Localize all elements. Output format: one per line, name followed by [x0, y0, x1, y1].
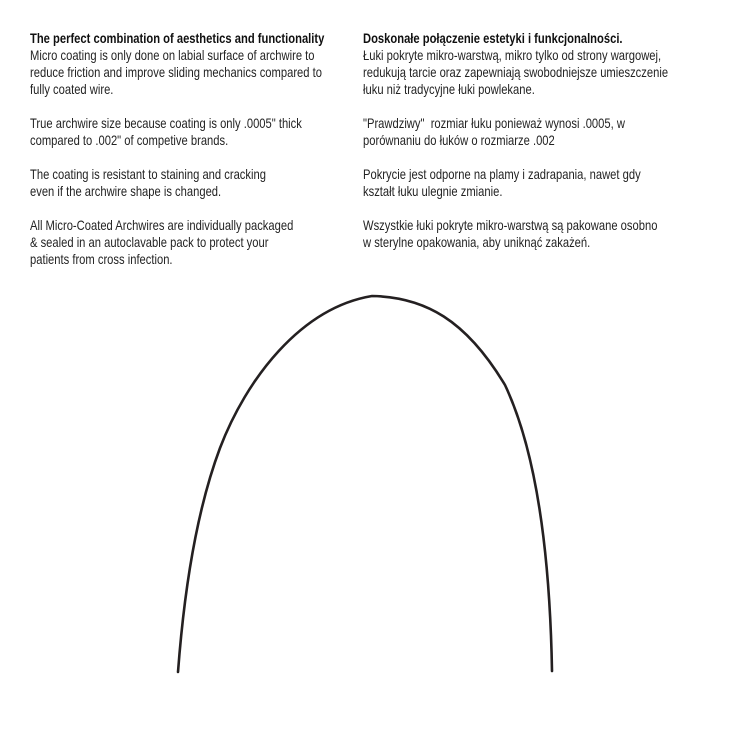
text-line: Wszystkie łuki pokryte mikro-warstwą są pakowane osobno	[363, 217, 658, 233]
text-line: porównaniu do łuków o rozmiarze .002	[363, 132, 555, 148]
text-line: True archwire size because coating is only .0005" thick	[30, 115, 302, 131]
paragraph-pokrycie-odporne	[363, 166, 668, 200]
text-line: Pokrycie jest odporne na plamy i zadrapania, nawet gdy	[363, 166, 641, 182]
text-line: Micro coating is only done on labial surface of archwire to	[30, 47, 315, 63]
text-line: reduce friction and improve sliding mechanics compared to	[30, 64, 322, 80]
paragraph-prawdziwy-rozmiar	[363, 115, 668, 149]
english-text-column	[30, 30, 324, 268]
text-line: Łuki pokryte mikro-warstwą, mikro tylko od strony wargowej,	[363, 47, 662, 63]
polish-heading: Doskonałe połączenie estetyki i funkcjonalności.	[363, 30, 623, 46]
polish-text-column	[363, 30, 668, 251]
text-line: fully coated wire.	[30, 81, 114, 97]
paragraph-mikro-warstwa	[363, 47, 668, 98]
paragraph-true-size	[30, 115, 324, 149]
paragraph-coating-resistant	[30, 166, 324, 200]
text-line: łuku niż tradycyjne łuki powlekane.	[363, 81, 535, 97]
text-line: compared to .002" of competive brands.	[30, 132, 229, 148]
archwire-curve-path	[178, 296, 552, 672]
paragraph-packaging	[30, 217, 324, 268]
text-line: All Micro-Coated Archwires are individually packaged	[30, 217, 294, 233]
english-heading: The perfect combination of aesthetics and functionality	[30, 30, 325, 46]
text-line: & sealed in an autoclavable pack to protect your	[30, 234, 269, 250]
text-line: redukują tarcie oraz zapewniają swobodniejsze umieszczenie	[363, 64, 669, 80]
text-line: even if the archwire shape is changed.	[30, 183, 222, 199]
text-line: The coating is resistant to staining and cracking	[30, 166, 266, 182]
text-line: patients from cross infection.	[30, 251, 173, 267]
text-line: kształt łuku ulegnie zmianie.	[363, 183, 503, 199]
text-line: "Prawdziwy" rozmiar łuku ponieważ wynosi .0005, w	[363, 115, 625, 131]
text-line: w sterylne opakowania, aby uniknąć zakażeń.	[363, 234, 591, 250]
paragraph-micro-coating	[30, 47, 324, 98]
paragraph-sterylne-opakowania	[363, 217, 668, 251]
